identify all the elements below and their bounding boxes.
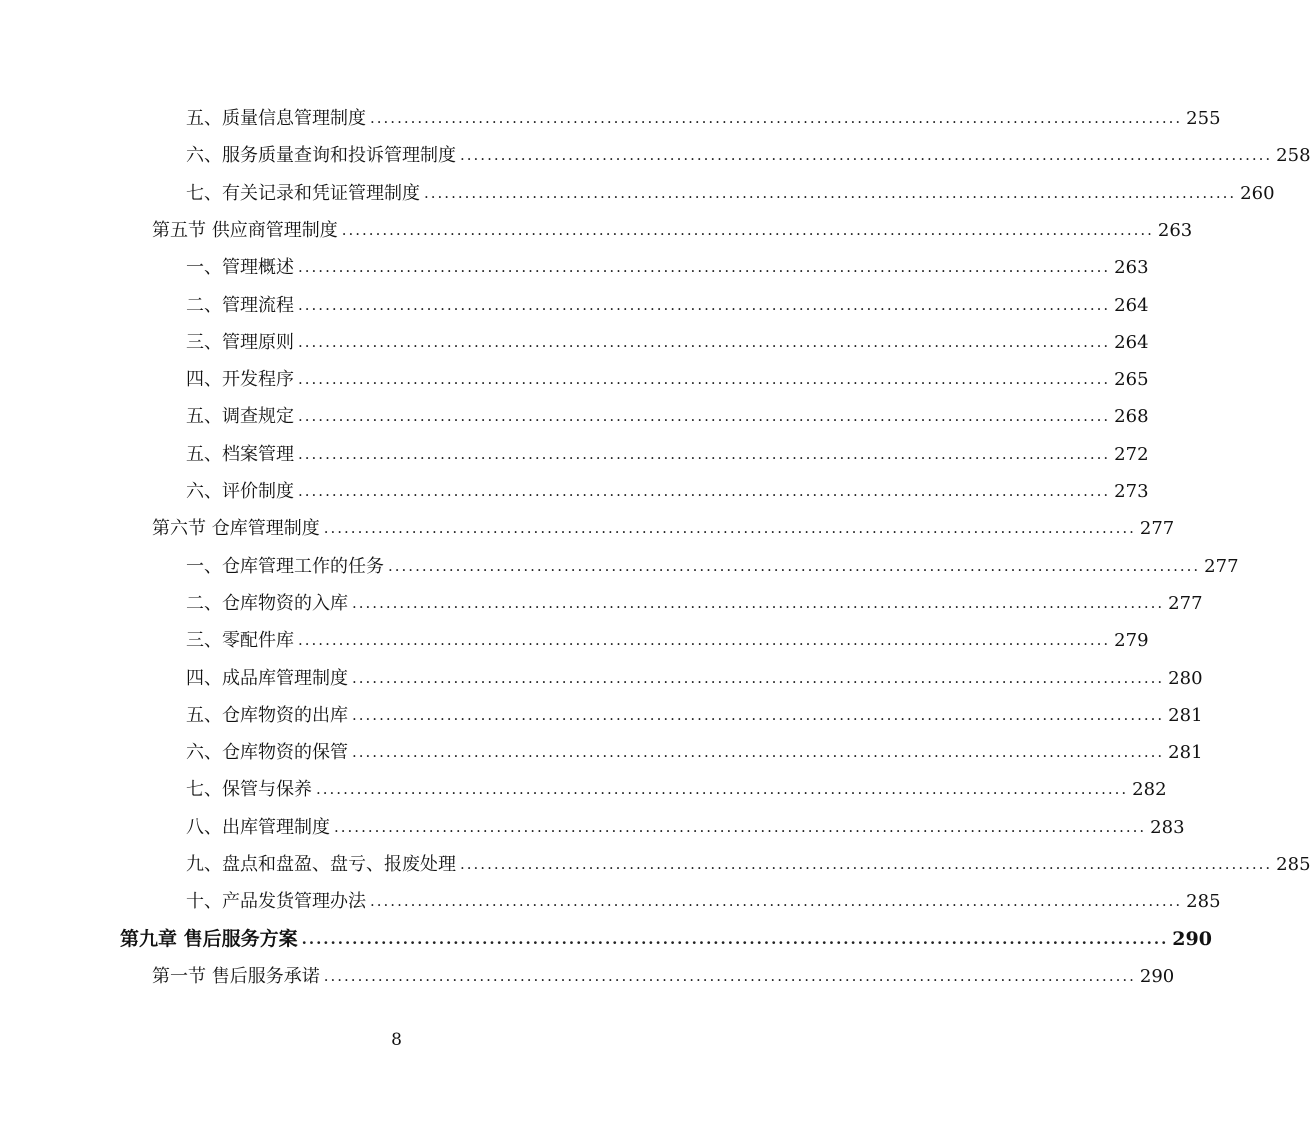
toc-entry-title: 九、盘点和盘盈、盘亏、报废处理 — [186, 854, 456, 875]
toc-entry-title: 七、有关记录和凭证管理制度 — [186, 182, 420, 204]
dot-leader: ........................................................................................................................ — [341, 220, 1154, 239]
toc-entry-title: 第六节 仓库管理制度 — [152, 518, 320, 540]
toc-entry-page: 264 — [1114, 331, 1149, 353]
toc-entry-title: 第一节 售后服务承诺 — [152, 965, 320, 987]
toc-entry-title: 四、成品库管理制度 — [186, 667, 348, 689]
toc-entry-title: 五、质量信息管理制度 — [186, 108, 366, 129]
toc-entry-item — [186, 660, 1203, 697]
toc-entry-item — [186, 883, 1221, 920]
dot-leader: ........................................................................................................................ — [370, 109, 1183, 127]
toc-entry-title: 六、评价制度 — [186, 481, 294, 502]
dot-leader: ........................................................................................................................ — [298, 444, 1111, 463]
toc-entry-page: 281 — [1168, 742, 1203, 764]
toc-entry-section — [152, 212, 1193, 249]
toc-entry-item — [186, 846, 1311, 883]
dot-leader: ........................................................................................................................ — [298, 631, 1111, 650]
toc-entry-page: 255 — [1186, 108, 1221, 129]
page-number: 8 — [391, 1030, 402, 1050]
toc-entry-page: 277 — [1139, 518, 1175, 540]
toc-entry-title: 四、开发程序 — [186, 369, 294, 391]
toc-entry-title: 第九章 售后服务方案 — [120, 927, 298, 950]
toc-entry-title: 三、零配件库 — [186, 630, 294, 652]
dot-leader: ........................................................................................................................ — [352, 593, 1165, 612]
toc-entry-page: 281 — [1168, 704, 1203, 726]
toc-entry-title: 二、仓库物资的入库 — [186, 592, 348, 614]
dot-leader: ........................................................................................................................ — [298, 370, 1111, 389]
toc-entry-chapter — [120, 921, 1212, 958]
toc-entry-item — [186, 100, 1221, 137]
toc-entry-item — [186, 398, 1149, 435]
dot-leader: ........................................................................................................................ — [323, 966, 1136, 985]
toc-entry-item — [186, 771, 1167, 808]
toc-entry-page: 280 — [1168, 667, 1203, 689]
toc-entry-item — [186, 622, 1149, 659]
toc-entry-title: 二、管理流程 — [186, 294, 294, 316]
toc-entry-section — [152, 958, 1175, 995]
toc-entry-page: 277 — [1204, 555, 1239, 577]
dot-leader: ........................................................................................................................ — [316, 780, 1129, 799]
toc-entry-item — [186, 361, 1149, 398]
toc-entry-page: 279 — [1114, 630, 1149, 652]
toc-entry-title: 三、管理原则 — [186, 331, 294, 353]
toc-entry-title: 一、管理概述 — [186, 257, 294, 279]
toc-entry-title: 六、仓库物资的保管 — [186, 742, 348, 764]
toc-entry-page: 260 — [1240, 182, 1275, 204]
toc-entry-title: 五、调查规定 — [186, 406, 294, 428]
toc-entry-page: 263 — [1157, 219, 1193, 241]
dot-leader: ........................................................................................................................ — [352, 668, 1165, 687]
dot-leader: ........................................................................................................................ — [460, 146, 1273, 165]
dot-leader: ........................................................................................................................ — [301, 929, 1169, 948]
toc-entry-title: 第五节 供应商管理制度 — [152, 219, 338, 241]
toc-entry-page: 277 — [1168, 592, 1203, 614]
toc-entry-item — [186, 175, 1275, 212]
toc-entry-page: 282 — [1132, 779, 1167, 801]
toc-entry-item — [186, 734, 1203, 771]
toc-entry-title: 五、仓库物资的出库 — [186, 704, 348, 726]
dot-leader: ........................................................................................................................ — [298, 482, 1111, 500]
dot-leader: ........................................................................................................................ — [323, 519, 1136, 538]
toc-entry-item — [186, 287, 1149, 324]
toc-entry-page: 265 — [1114, 369, 1149, 391]
dot-leader: ........................................................................................................................ — [460, 855, 1273, 873]
toc-entry-title: 七、保管与保养 — [186, 779, 312, 801]
dot-leader: ........................................................................................................................ — [352, 743, 1165, 762]
toc-entry-item — [186, 585, 1203, 622]
dot-leader: ........................................................................................................................ — [370, 892, 1183, 911]
toc-entry-item — [186, 548, 1239, 585]
toc-entry-title: 八、出库管理制度 — [186, 816, 330, 838]
toc-entry-item — [186, 697, 1203, 734]
toc-entry-item — [186, 473, 1149, 510]
toc-entry-item — [186, 436, 1149, 473]
dot-leader: ........................................................................................................................ — [298, 258, 1111, 277]
dot-leader: ........................................................................................................................ — [298, 332, 1111, 351]
toc-entry-page: 283 — [1150, 816, 1185, 838]
toc-entry-page: 272 — [1114, 443, 1149, 465]
dot-leader: ........................................................................................................................ — [334, 817, 1147, 836]
toc-entry-page: 285 — [1276, 854, 1311, 875]
toc-entry-item — [186, 137, 1311, 174]
toc-entry-title: 十、产品发货管理办法 — [186, 891, 366, 913]
toc-entry-page: 264 — [1114, 294, 1149, 316]
dot-leader: ........................................................................................................................ — [298, 407, 1111, 426]
dot-leader: ........................................................................................................................ — [388, 556, 1201, 575]
toc-entry-page: 285 — [1186, 891, 1221, 913]
dot-leader: ........................................................................................................................ — [298, 295, 1111, 314]
toc-entry-section — [152, 510, 1175, 547]
toc-entry-page: 290 — [1139, 965, 1175, 987]
toc-entry-page: 263 — [1114, 257, 1149, 279]
toc-entry-item — [186, 324, 1149, 361]
toc-entry-item — [186, 249, 1149, 286]
toc-entry-title: 六、服务质量查询和投诉管理制度 — [186, 145, 456, 167]
toc-entry-page: 268 — [1114, 406, 1149, 428]
toc-entry-title: 五、档案管理 — [186, 443, 294, 465]
toc-entry-page: 258 — [1276, 145, 1311, 167]
toc-entry-page: 273 — [1114, 481, 1149, 502]
toc-entry-title: 一、仓库管理工作的任务 — [186, 555, 384, 577]
dot-leader: ........................................................................................................................ — [352, 705, 1165, 724]
toc-entry-item — [186, 809, 1185, 846]
toc-entry-page: 290 — [1172, 927, 1212, 950]
dot-leader: ........................................................................................................................ — [424, 183, 1237, 202]
